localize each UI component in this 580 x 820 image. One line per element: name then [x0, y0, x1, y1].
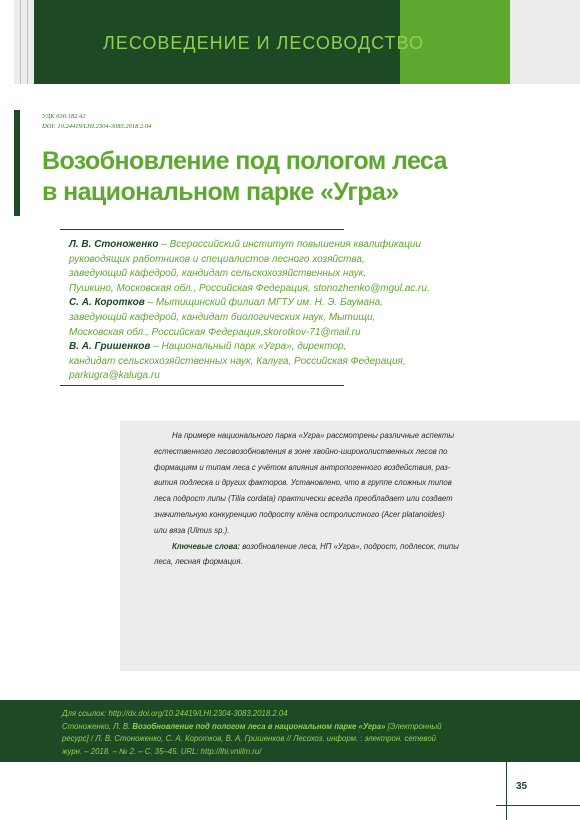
author-affiliation: – Мытищинский филиал МГТУ им. Н. Э. Баумана, [144, 297, 383, 309]
keywords-text: возобновление леса, НП «Угра», подрост, подлесок, типы [240, 541, 459, 551]
keywords-label: Ключевые слова: [172, 541, 241, 551]
author-name: Л. В. Стоноженко [69, 239, 159, 250]
author-line: parkugra@kaluga.ru [69, 370, 160, 382]
author-line: кандидат сельскохозяйственных наук, Калуга, Российская Федерация, [69, 355, 406, 367]
article-title [42, 146, 542, 208]
citation-line: Для ссылок: http://dx.doi.org/10.24419/LHI.2304-3083.2018.2.04 [62, 709, 288, 718]
abstract-line: или вяза (Ulmus sp.). [154, 525, 230, 535]
abstract-line: вития подлеска и других факторов. Установлено, что в группе сложных типов [154, 478, 452, 488]
author-affiliation: – Всероссийский институт повышения квалификации [158, 239, 421, 250]
abstract-line: значительную конкуренцию подросту клёна остролистного (Acer platanoides) [154, 509, 445, 519]
authors-block [69, 238, 509, 384]
author-name: В. А. Гришенков [69, 341, 151, 353]
citation-line: ресурс] / Л. В. Стоноженко, С. А. Коротков, В. А. Гришенков // Лесохоз. информ. : электрон. сетевой [62, 734, 436, 744]
doi: DOI: 10.24419/LHI.2304-3083.2018.2.04 [42, 123, 152, 130]
author-line [69, 340, 509, 355]
udc-code: УДК 630.182.42 [42, 113, 86, 120]
author-line: заведующий кафедрой, кандидат биологических наук, Мытищи, [69, 311, 376, 323]
author-line [69, 238, 509, 253]
abstract-text [154, 428, 499, 570]
citation-title: Возобновление под пологом леса в национальном парке «Угра» [132, 721, 386, 731]
authors-bottom-rule [60, 385, 344, 386]
citation-authors: Стоноженко, Л. В. [62, 721, 133, 731]
author-line: заведующий кафедрой, кандидат сельскохозяйственных наук, [69, 268, 367, 280]
header-stripe [20, 0, 21, 84]
page-number: 35 [516, 781, 528, 792]
author-affiliation: – Национальный парк «Угра», директор, [150, 341, 347, 353]
page-number-rule [506, 752, 507, 820]
citation-resource: [Электронный [385, 721, 442, 731]
header-stripe [27, 0, 28, 84]
citation-line: журн. – 2018. – № 2. – С. 35–45. URL: http://lhi.vniilm.ru/ [62, 746, 262, 756]
authors-top-rule [60, 229, 344, 230]
abstract-line: леса подрост липы (Tilia cordata) практически всегда преобладает или создает [154, 494, 453, 504]
left-accent-bar [14, 110, 20, 216]
page-number-rule [496, 805, 580, 806]
citation-line [62, 721, 502, 734]
abstract-line: естественного лесовозобновления в зоне хвойно-широколиственных лесов по [154, 446, 448, 456]
keywords-line: леса, лесная формация. [154, 557, 243, 567]
author-line: Пушкино, Московская обл., Российская Федерация, stonozhenko@mgul.ac.ru. [69, 282, 430, 294]
article-title-line: в национальном парке «Угра» [42, 178, 399, 206]
author-line [69, 296, 509, 311]
abstract-line: На примере национального парка «Угра» рассмотрены различные аспекты [172, 431, 455, 440]
citation-text [62, 708, 502, 758]
article-title-line: Возобновление под пологом леса [42, 147, 447, 175]
abstract-line: формациям и типам леса с учётом влияния антропогенного воздействия, раз- [154, 462, 451, 472]
author-line: Московская обл., Российская Федерация,skorotkov-71@mail.ru [69, 326, 361, 338]
author-line: руководящих работников и специалистов лесного хозяйства, [69, 253, 365, 265]
author-name: С. А. Коротков [69, 297, 145, 309]
section-title: ЛЕСОВЕДЕНИЕ И ЛЕСОВОДСТВО [103, 33, 424, 53]
keywords-line [154, 539, 499, 555]
